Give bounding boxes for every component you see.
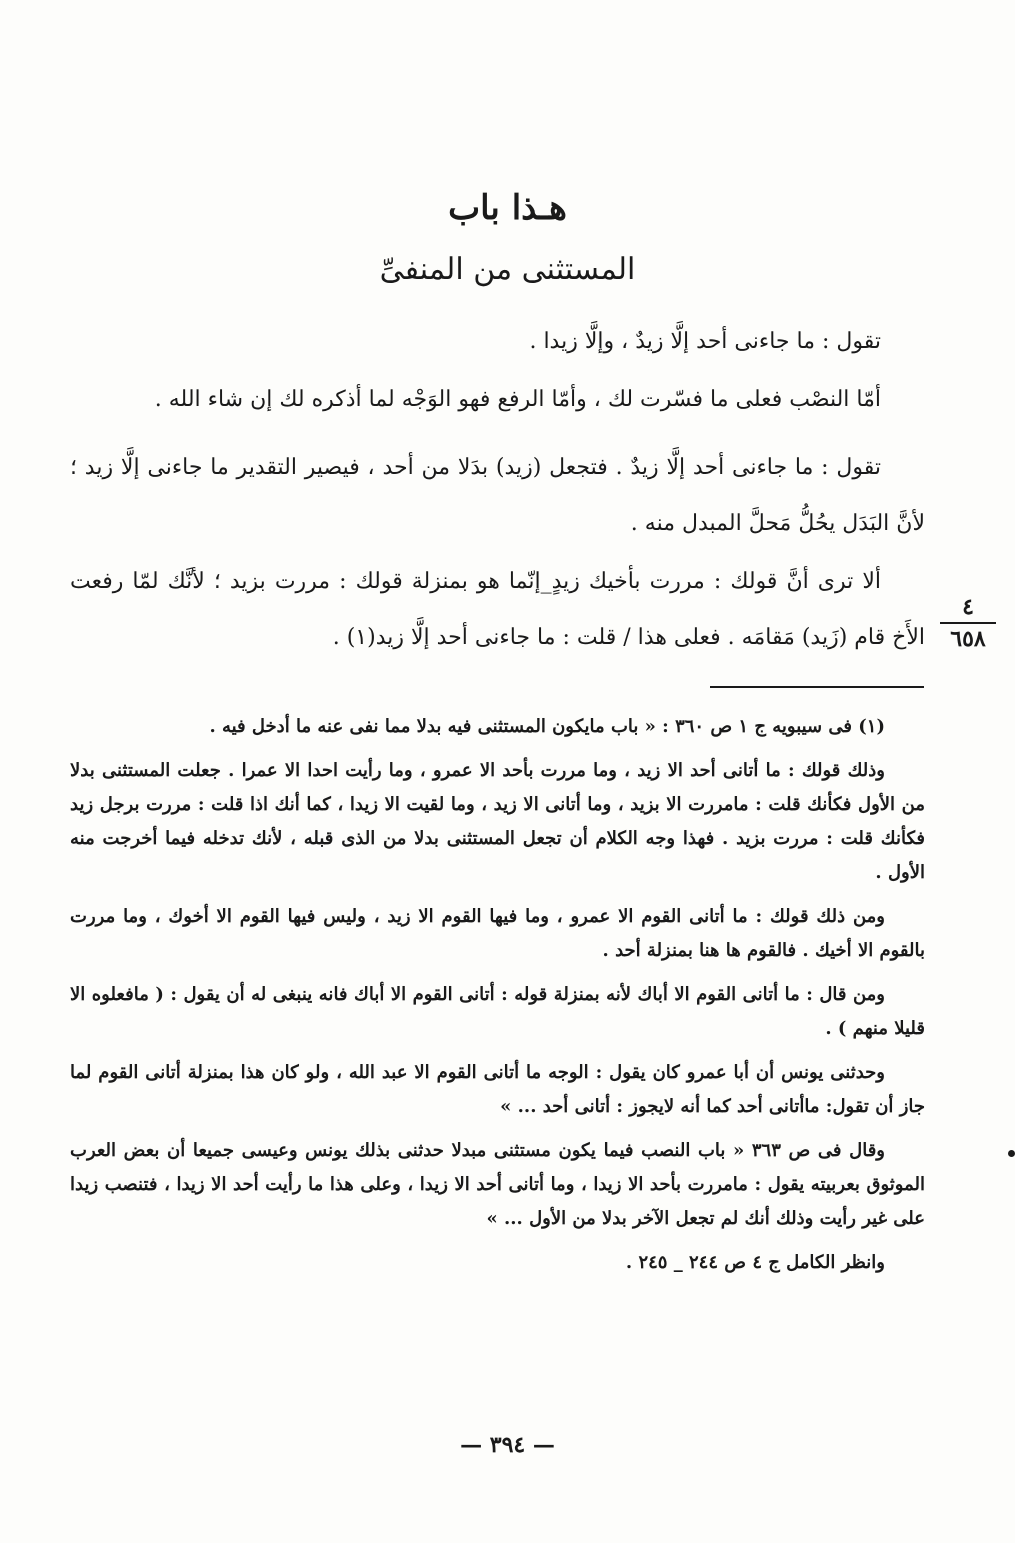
- footnote-paragraph: (١) فى سيبويه ج ١ ص ٣٦٠ : « باب مايكون المستثنى فيه بدلا مما نفى عنه ما أدخل فيه .: [209, 716, 885, 737]
- main-paragraph: [70, 440, 925, 552]
- margin-reference: [940, 592, 996, 654]
- chapter-subtitle: المستثنى من المنفىِّ: [379, 252, 636, 287]
- chapter-title: هـذا باب: [448, 188, 567, 228]
- paragraph-text: أمّا النصْب فعلى ما فسّرت لك ، وأمّا الرفع فهو الوَجْه لما أذكره لك إن شاء الله .: [154, 387, 881, 412]
- footnote-paragraph: وانظر الكامل ج ٤ ص ٢٤٤ _ ٢٤٥ .: [625, 1252, 885, 1273]
- footnotes: [70, 710, 925, 1290]
- footnote-paragraph: ومن قال : ما أتانى القوم الا أباك لأنه بمنزلة قوله : أتانى القوم الا أباك فانه ينبغى له أن يقول : ( مافعلوه الا قليلا منهم ) .: [70, 984, 925, 1039]
- paragraph-text: تقول : ما جاءنى أحد إلَّا زيدٌ ، وإلَّا زيدا .: [529, 329, 881, 354]
- footnote-paragraph: وقال فى ص ٣٦٣ « باب النصب فيما يكون مستثنى مبدلا حدثنى بذلك يونس وعيسى جميعا أن بعض العرب الموثوق بعربيته يقول : مامررت بأحد الا زيدا ، وما أتانى أحد الا زيدا ، وعلى هذا ما رأيت أحد الا زيدا ، فتنصب زيدا على غير رأيت وذلك أنك لم تجعل الآخر بدلا من الأول ... »: [70, 1140, 925, 1229]
- main-paragraph: [70, 314, 925, 370]
- margin-volume: ٤: [940, 592, 996, 624]
- footnote-paragraph: وحدثنى يونس أن أبا عمرو كان يقول : الوجه ما أتانى القوم الا عبد الله ، ولو كان هذا بمنزلة أتانى القوم لما جاز أن تقول: ماأتانى أحد كما أنه لايجوز : أتانى أحد ... »: [70, 1062, 925, 1117]
- main-paragraph: [70, 554, 925, 666]
- paragraph-text: تقول : ما جاءنى أحد إلَّا زيدٌ . فتجعل (زيد) بدَلا من أحد ، فيصير التقدير ما جاءنى إلَّا زيد ؛ لأنَّ البَدَل يحُلُّ مَحلَّ المبدل منه .: [70, 455, 925, 536]
- footnote-paragraph: ومن ذلك قولك : ما أتانى القوم الا عمرو ، وما فيها القوم الا زيد ، وليس فيها القوم الا أخوك ، وما مررت بالقوم الا أخيك . فالقوم ها هنا بمنزلة أحد .: [70, 906, 925, 961]
- paragraph-text: ألا ترى أنَّ قولك : مررت بأخيك زيدٍ_إنّما هو بمنزلة قولك : مررت بزيد ؛ لأنَّك لمّا رفعت الأَخ قام (زَيد) مَقامَه . فعلى هذا / قلت : ما جاءنى أحد إلَّا زيد(١) .: [70, 569, 925, 650]
- footnote-divider: [710, 686, 924, 688]
- page-number: — ٣٩٤ —: [460, 1432, 555, 1458]
- margin-page: ٦٥٨: [950, 626, 986, 652]
- margin-dot: [1008, 1150, 1015, 1157]
- footnote-paragraph: وذلك قولك : ما أتانى أحد الا زيد ، وما مررت بأحد الا عمرو ، وما رأيت احدا الا عمرا . جعلت المستثنى بدلا من الأول فكأنك قلت : مامررت الا بزيد ، وما أتانى الا زيد ، وما لقيت الا زيدا ، كما أنك اذا قلت : مررت برجل زيد فكأنك قلت : مررت بزيد . فهذا وجه الكلام أن تجعل المستثنى بدلا من الذى قبله ، لأنك تدخله فيما أخرجت منه الأول .: [70, 760, 925, 883]
- main-paragraph: [70, 372, 925, 428]
